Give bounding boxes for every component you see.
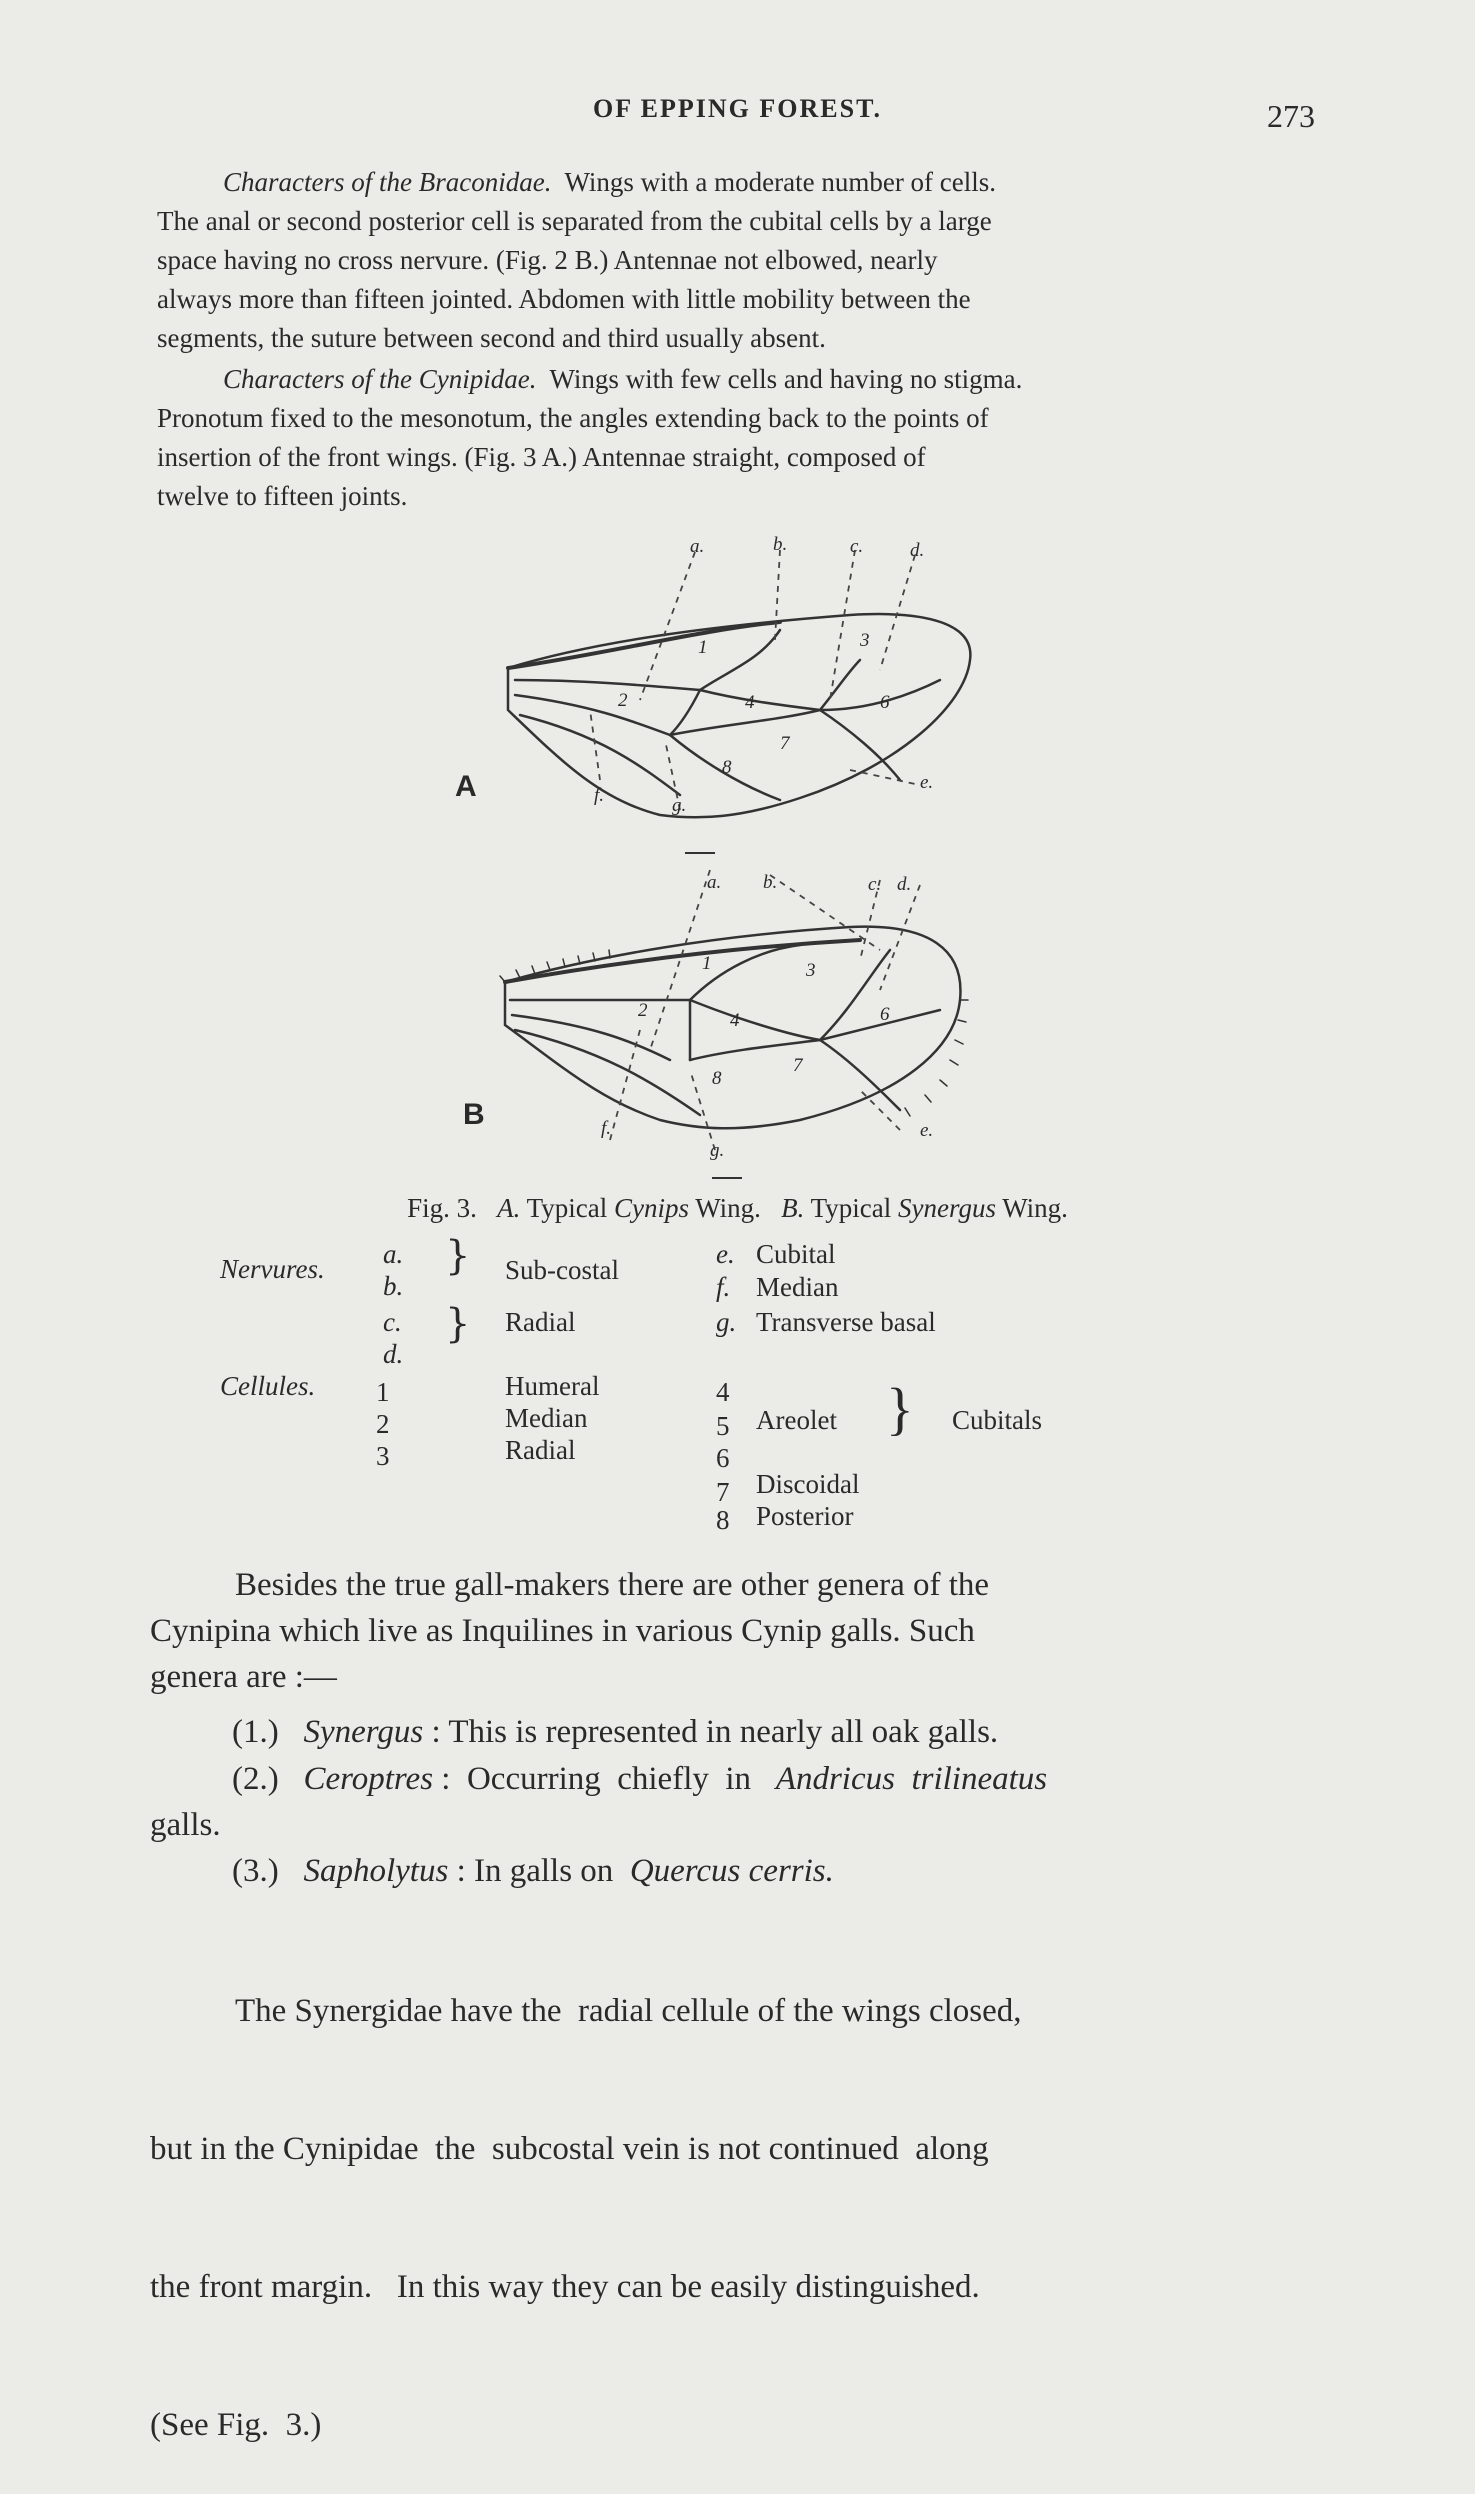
item-2-species: Andricus trilineatus	[775, 1761, 1048, 1797]
label-a-g: g.	[672, 795, 687, 816]
cell-a-8: 8	[722, 757, 732, 778]
label-b-f: f.	[601, 1118, 612, 1139]
cellule-num-4: 4	[716, 1377, 730, 1407]
caption-a: A.	[497, 1193, 521, 1223]
caption-b-genus: Synergus	[898, 1193, 996, 1223]
cynipidae-paragraph	[157, 360, 1309, 516]
item-2-num: (2.)	[232, 1761, 279, 1797]
braconidae-lead: Characters of the Braconidae.	[223, 167, 552, 197]
item-2-text: Occurring chiefly in	[450, 1761, 752, 1797]
label-a-d: d.	[910, 540, 925, 561]
cubitals-label: Cubitals	[952, 1405, 1043, 1435]
cell-b-6: 6	[880, 1004, 890, 1025]
wing-b-label: B	[463, 1098, 485, 1131]
cellule-name-3: Radial	[505, 1435, 576, 1465]
intro-line-0: Besides the true gall-makers there are other genera of the	[235, 1567, 990, 1603]
inquilines-paragraph	[150, 1562, 1302, 1700]
cell-b-4: 4	[730, 1010, 740, 1031]
caption-a-genus: Cynips	[613, 1193, 689, 1223]
cell-b-2: 2	[638, 1000, 648, 1021]
item-2-tail: galls.	[150, 1807, 221, 1843]
figure-caption	[0, 1193, 1475, 1224]
cellules-heading: Cellules.	[220, 1371, 316, 1401]
caption-a-end: Wing.	[695, 1193, 761, 1223]
nervure-key-d: d.	[383, 1339, 404, 1369]
label-a-a: a.	[690, 536, 705, 557]
label-a-f: f.	[594, 785, 605, 806]
caption-fig: Fig. 3.	[407, 1193, 477, 1223]
item-sapholytus	[232, 1848, 1312, 1894]
cell-b-1: 1	[702, 953, 712, 974]
label-a-e: e.	[920, 772, 934, 793]
figure-legend	[0, 1233, 1475, 1538]
cell-a-7: 7	[780, 733, 790, 754]
label-b-b: b.	[763, 872, 778, 893]
nervure-key-e: e.	[716, 1239, 735, 1269]
cell-b-3: 3	[806, 960, 816, 981]
item-3-sep: :	[448, 1853, 466, 1889]
running-header: OF EPPING FOREST.	[593, 94, 882, 123]
brace-subcostal: }	[445, 1233, 471, 1279]
label-a-c: c.	[850, 536, 864, 557]
cellule-name-2: Median	[505, 1403, 588, 1433]
caption-b: B.	[781, 1193, 805, 1223]
item-ceroptres	[232, 1756, 1312, 1802]
nervure-key-f: f.	[716, 1272, 731, 1302]
nervure-name-e: Cubital	[756, 1239, 836, 1269]
nervure-key-g: g.	[716, 1307, 737, 1337]
cellule-num-8: 8	[716, 1505, 730, 1535]
item-2-sep: :	[433, 1761, 451, 1797]
areolet-label: Areolet	[756, 1405, 837, 1435]
intro-line-1: Cynipina which live as Inquilines in various Cynip galls. Such	[150, 1613, 975, 1649]
item-3-genus: Sapholytus	[303, 1853, 449, 1889]
item-3-species: Quercus cerris.	[629, 1853, 834, 1889]
braconidae-text-2: space having no cross nervure. (Fig. 2 B.) Antennae not elbowed, nearly	[157, 245, 938, 275]
item-synergus	[232, 1709, 1312, 1755]
cynipidae-text-3: twelve to fifteen joints.	[157, 481, 408, 511]
cell-b-7: 7	[793, 1055, 803, 1076]
radial-label: Radial	[505, 1307, 576, 1337]
caption-b-end: Wing.	[1002, 1193, 1068, 1223]
wing-a	[508, 614, 970, 817]
leader-lines	[590, 550, 920, 1150]
cynipidae-lead: Characters of the Cynipidae.	[223, 364, 537, 394]
label-b-d: d.	[897, 874, 912, 895]
cell-a-1: 1	[698, 637, 708, 658]
item-3-text: In galls on	[465, 1853, 614, 1889]
item-1-num: (1.)	[232, 1714, 279, 1750]
label-b-c: c.	[868, 874, 882, 895]
cell-b-8: 8	[712, 1068, 722, 1089]
cell-a-6: 6	[880, 692, 890, 713]
cellule-num-5: 5	[716, 1411, 730, 1441]
nervure-name-f: Median	[756, 1272, 839, 1302]
braconidae-text-0: Wings with a moderate number of cells.	[564, 167, 997, 197]
page-number: 273	[1267, 98, 1315, 134]
label-a-b: b.	[773, 534, 788, 555]
cellule-num-6: 6	[716, 1443, 730, 1473]
wing-a-label: A	[455, 770, 477, 803]
wing-hairs	[500, 950, 968, 1116]
caption-a-text: Typical	[526, 1193, 608, 1223]
cellule-num-1: 1	[376, 1377, 390, 1407]
cynipidae-text-1: Pronotum fixed to the mesonotum, the angles extending back to the points of	[157, 403, 989, 433]
cellule-num-2: 2	[376, 1409, 390, 1439]
caption-b-text: Typical	[810, 1193, 892, 1223]
cell-a-2: 2	[618, 690, 628, 711]
cellule-num-7: 7	[716, 1477, 730, 1507]
braconidae-paragraph	[157, 163, 1309, 358]
nervure-key-c: c.	[383, 1307, 402, 1337]
label-b-g: g.	[710, 1140, 725, 1161]
discoidal-label: Discoidal	[756, 1469, 860, 1499]
brace-radial: }	[445, 1301, 471, 1347]
brace-cubitals: }	[886, 1376, 914, 1441]
label-b-e: e.	[920, 1120, 934, 1141]
braconidae-text-1: The anal or second posterior cell is separated from the cubital cells by a large	[157, 206, 992, 236]
nervure-key-b: b.	[383, 1271, 404, 1301]
intro-line-2: genera are :—	[150, 1659, 337, 1695]
item-1-text: This is represented in nearly all oak galls.	[440, 1714, 999, 1750]
braconidae-line-1	[157, 163, 1309, 202]
item-2-genus: Ceroptres	[303, 1761, 434, 1797]
cynipidae-line-1	[157, 360, 1309, 399]
cynipidae-text-0: Wings with few cells and having no stigma.	[549, 364, 1023, 394]
cynipidae-text-2: insertion of the front wings. (Fig. 3 A.) Antennae straight, composed of	[157, 442, 926, 472]
nervures-heading: Nervures.	[220, 1254, 325, 1284]
closing-line-2: the front margin. In this way they can be easily distinguished.	[150, 2269, 980, 2305]
braconidae-text-4: segments, the suture between second and third usually absent.	[157, 323, 826, 353]
item-1-genus: Synergus	[303, 1714, 424, 1750]
item-1-sep: :	[423, 1714, 441, 1750]
cellule-num-3: 3	[376, 1441, 390, 1471]
closing-line-3: (See Fig. 3.)	[150, 2407, 322, 2443]
item-3-num: (3.)	[232, 1853, 279, 1889]
closing-paragraph	[150, 1896, 1302, 2494]
closing-line-0: The Synergidae have the radial cellule of the wings closed,	[235, 1993, 1022, 2029]
wing-figure	[0, 530, 1475, 1190]
cell-a-4: 4	[745, 692, 755, 713]
cellule-name-1: Humeral	[505, 1371, 600, 1401]
label-b-a: a.	[707, 872, 722, 893]
sub-costal-label: Sub-costal	[505, 1255, 619, 1285]
closing-line-1: but in the Cynipidae the subcostal vein is not continued along	[150, 2131, 989, 2167]
nervure-name-g: Transverse basal	[756, 1307, 936, 1337]
posterior-label: Posterior	[756, 1501, 854, 1531]
cell-a-3: 3	[860, 630, 870, 651]
braconidae-text-3: always more than fifteen jointed. Abdomen with little mobility between the	[157, 284, 971, 314]
nervure-key-a: a.	[383, 1239, 404, 1269]
